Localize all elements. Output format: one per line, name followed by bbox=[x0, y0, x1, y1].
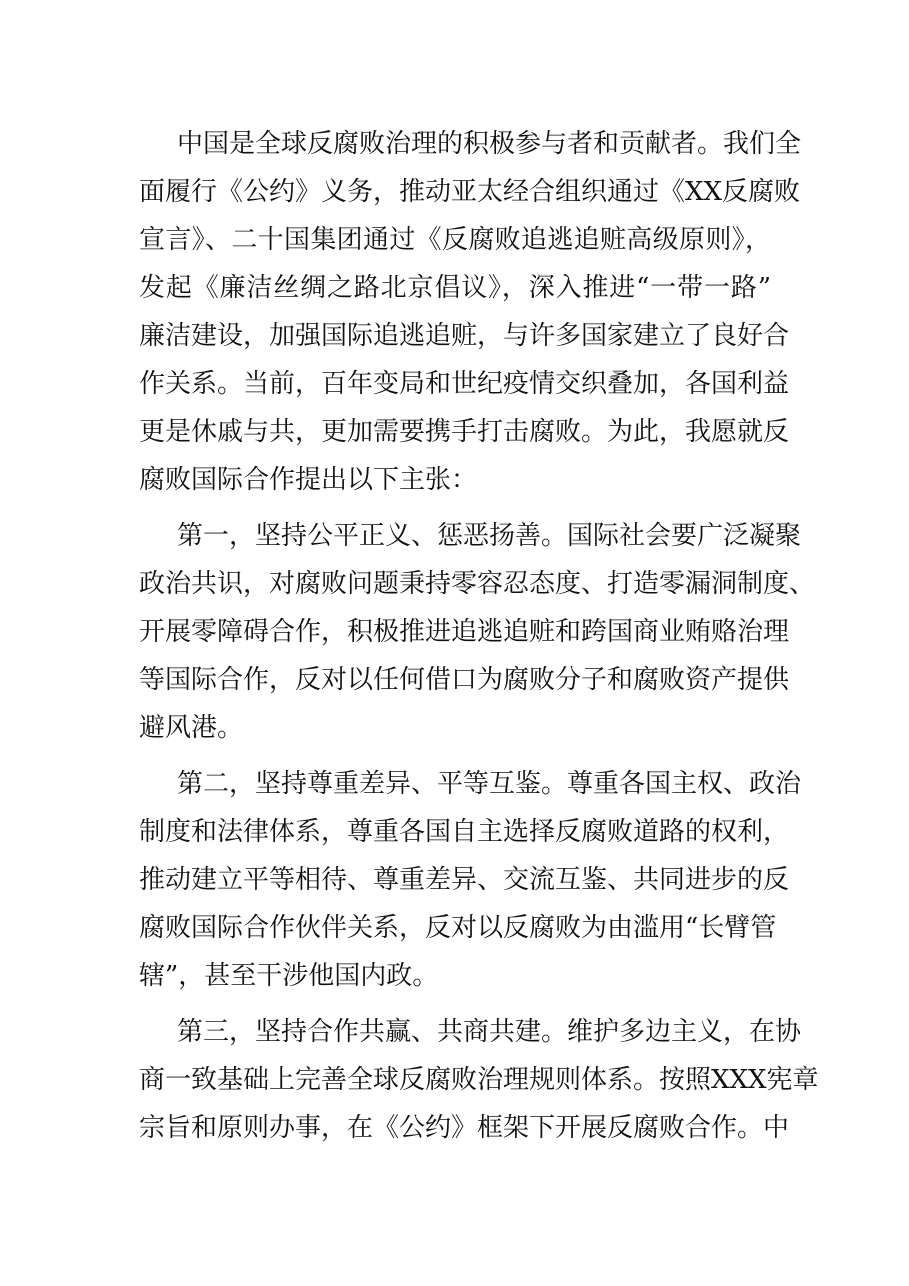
text-line: 商一致基础上完善全球反腐败治理规则体系。按照XXX宪章 bbox=[139, 1065, 819, 1095]
text-line: 第二，坚持尊重差异、平等互鉴。尊重各国主权、政治 bbox=[177, 769, 802, 799]
text-line: 更是休戚与共，更加需要携手打击腐败。为此，我愿就反 bbox=[139, 417, 790, 447]
text-line: 面履行《公约》义务，推动亚太经合组织通过《XX反腐败 bbox=[139, 177, 801, 207]
text-line: 第一，坚持公平正义、惩恶扬善。国际社会要广泛凝聚 bbox=[177, 521, 802, 551]
text-line: 辖”，甚至干涉他国内政。 bbox=[139, 961, 439, 991]
text-line: 中国是全球反腐败治理的积极参与者和贡献者。我们全 bbox=[177, 129, 802, 159]
document-body bbox=[139, 120, 819, 1160]
text-line: 作关系。当前，百年变局和世纪疫情交织叠加，各国利益 bbox=[139, 369, 790, 399]
text-line: 开展零障碍合作，积极推进追逃追赃和跨国商业贿赂治理 bbox=[139, 617, 790, 647]
paragraph-second-point bbox=[139, 760, 802, 1000]
text-line: 第三，坚持合作共赢、共商共建。维护多边主义，在协 bbox=[177, 1017, 802, 1047]
text-line: 政治共识，对腐败问题秉持零容忍态度、打造零漏洞制度、 bbox=[139, 569, 816, 599]
paragraph-third-point bbox=[139, 1008, 819, 1152]
text-line: 制度和法律体系，尊重各国自主选择反腐败道路的权利， bbox=[139, 817, 790, 847]
paragraph-intro bbox=[139, 120, 802, 504]
paragraph-first-point bbox=[139, 512, 816, 752]
text-line: 腐败国际合作伙伴关系，反对以反腐败为由滥用“长臂管 bbox=[139, 913, 777, 943]
text-line: 腐败国际合作提出以下主张： bbox=[139, 465, 478, 495]
text-line: 宣言》、二十国集团通过《反腐败追逃追赃高级原则》， bbox=[139, 225, 771, 255]
text-line: 等国际合作，反对以任何借口为腐败分子和腐败资产提供 bbox=[139, 665, 790, 695]
text-line: 推动建立平等相待、尊重差异、交流互鉴、共同进步的反 bbox=[139, 865, 790, 895]
text-line: 廉洁建设，加强国际追逃追赃，与许多国家建立了良好合 bbox=[139, 321, 790, 351]
text-line: 避风港。 bbox=[139, 713, 244, 743]
text-line: 发起《廉洁丝绸之路北京倡议》，深入推进“一带一路” bbox=[139, 273, 771, 303]
text-line: 宗旨和原则办事，在《公约》框架下开展反腐败合作。中 bbox=[139, 1113, 790, 1143]
